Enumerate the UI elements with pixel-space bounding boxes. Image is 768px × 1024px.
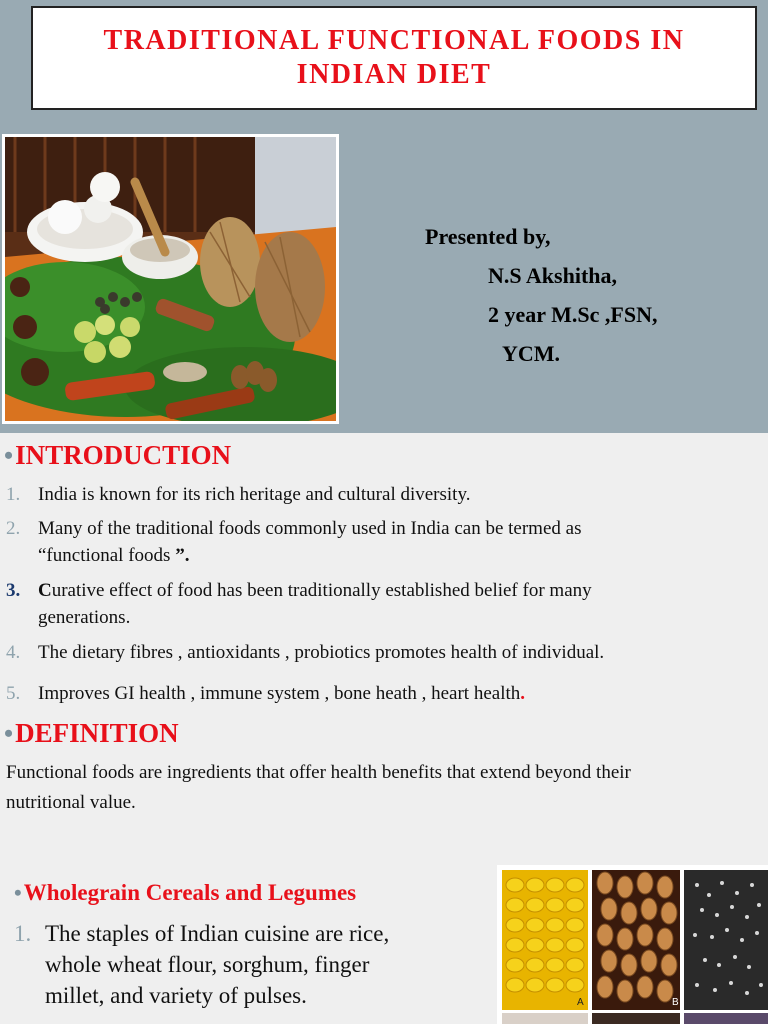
- grains-illustration: [497, 865, 768, 1024]
- wholegrain-heading: [14, 880, 356, 906]
- intro-item-number: 3.: [6, 580, 21, 601]
- intro-item-text-main: Improves GI health , immune system , bone heath , heart health: [38, 683, 521, 704]
- wholegrain-heading-text: Wholegrain Cereals and Legumes: [23, 880, 357, 905]
- intro-item-text: [38, 680, 756, 707]
- spices-herbs-photo: [2, 134, 339, 424]
- spices-herbs-illustration: [5, 137, 336, 421]
- intro-item-number: 2.: [6, 518, 21, 539]
- definition-text-line2: nutritional value.: [6, 792, 136, 813]
- grains-photo-panel: [497, 865, 768, 1024]
- presented-by-label: Presented by,: [425, 224, 551, 249]
- introduction-heading: [4, 440, 231, 471]
- intro-item-lead-letter: C: [38, 580, 52, 601]
- intro-item-text-line1-rest: urative effect of food has been traditionally established belief for many: [51, 580, 592, 601]
- intro-item-4: [6, 639, 756, 666]
- intro-item-text: [38, 515, 756, 569]
- definition-heading: [4, 718, 179, 749]
- bullet-icon: •: [14, 880, 22, 905]
- intro-item-text: India is known for its rich heritage and cultural diversity.: [38, 484, 471, 505]
- definition-text: [6, 758, 756, 818]
- slide-title-line2: INDIAN DIET: [296, 59, 492, 90]
- slide-title: [31, 6, 757, 110]
- intro-item-1: [6, 481, 756, 508]
- wholegrain-item-text-line2: whole wheat flour, sorghum, finger: [45, 952, 370, 977]
- bullet-icon: •: [4, 441, 14, 470]
- introduction-heading-text: INTRODUCTION: [15, 440, 232, 470]
- intro-item-number: 1.: [6, 484, 21, 505]
- grain-label-a: A: [577, 997, 584, 1008]
- bullet-icon: •: [4, 719, 14, 748]
- intro-item-text-line1: Many of the traditional foods commonly used in India can be termed as: [38, 518, 582, 539]
- intro-item-2: [6, 515, 756, 571]
- wholegrain-item-text-line1: The staples of Indian cuisine are rice,: [45, 921, 390, 946]
- intro-item-number: 4.: [6, 642, 21, 663]
- intro-item-text-line2: [38, 542, 756, 569]
- intro-item-text-line1: [38, 577, 756, 604]
- wholegrain-item-1: [14, 918, 484, 1018]
- wholegrain-item-text-line3: millet, and variety of pulses.: [45, 983, 307, 1008]
- grain-label-b: B: [672, 997, 679, 1008]
- intro-item-3: [6, 577, 756, 633]
- presenter-course: 2 year M.Sc ,FSN,: [488, 302, 658, 327]
- intro-item-5: [6, 680, 756, 707]
- definition-text-line1: Functional foods are ingredients that offer health benefits that extend beyond their: [6, 762, 631, 783]
- intro-item-red-period: .: [520, 683, 526, 704]
- definition-heading-text: DEFINITION: [15, 718, 179, 748]
- intro-item-text: The dietary fibres , antioxidants , probiotics promotes health of individual.: [38, 642, 605, 663]
- presenter-institute: YCM.: [502, 341, 561, 366]
- slide-title-line1: TRADITIONAL FUNCTIONAL FOODS IN: [103, 25, 685, 56]
- wholegrain-item-text: [45, 918, 484, 1011]
- intro-item-text-line2-part1: “functional foods: [38, 545, 176, 566]
- intro-item-number: 5.: [6, 683, 21, 704]
- intro-item-text-line2: generations.: [38, 607, 131, 628]
- intro-item-text: [38, 577, 756, 631]
- wholegrain-item-number: 1.: [14, 921, 32, 946]
- presenter-name: N.S Akshitha,: [488, 263, 618, 288]
- intro-item-text-line2-quote: ”.: [175, 545, 190, 566]
